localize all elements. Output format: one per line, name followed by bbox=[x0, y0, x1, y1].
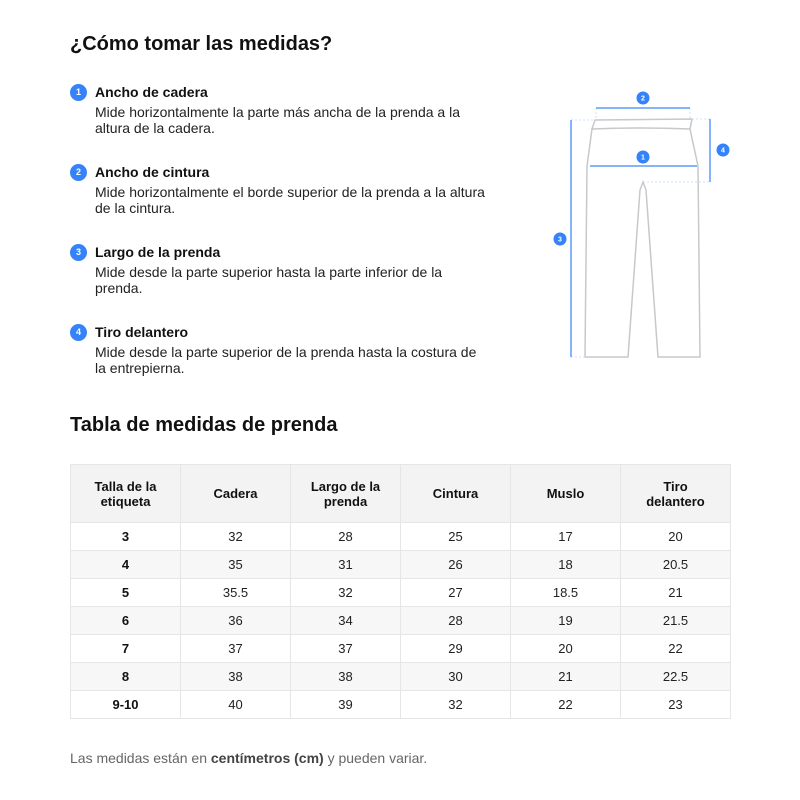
step-number-badge: 1 bbox=[70, 84, 87, 101]
measure-cell: 22.5 bbox=[621, 663, 731, 691]
size-cell: 5 bbox=[71, 579, 181, 607]
step-description: Mide desde la parte superior de la prenda hasta la costura de la entrepierna. bbox=[95, 344, 477, 376]
step-title: Largo de la prenda bbox=[95, 244, 221, 260]
column-header: Cintura bbox=[401, 465, 511, 523]
units-bold: centímetros (cm) bbox=[210, 750, 324, 766]
step-item bbox=[70, 162, 490, 216]
measure-cell: 23 bbox=[621, 691, 731, 719]
pants-diagram bbox=[540, 80, 740, 370]
step-number-badge: 4 bbox=[70, 324, 87, 341]
measure-cell: 37 bbox=[181, 635, 291, 663]
table-title: Tabla de medidas de prenda bbox=[70, 414, 338, 436]
measure-cell: 32 bbox=[401, 691, 511, 719]
column-header: Largo de la prenda bbox=[291, 465, 401, 523]
page-title: ¿Cómo tomar las medidas? bbox=[70, 33, 333, 55]
svg-text:3: 3 bbox=[558, 236, 562, 244]
step-number-badge: 3 bbox=[70, 244, 87, 261]
table-row bbox=[71, 663, 731, 691]
size-table bbox=[70, 464, 731, 719]
step-title: Tiro delantero bbox=[95, 324, 189, 340]
measure-cell: 27 bbox=[401, 579, 511, 607]
measure-cell: 38 bbox=[181, 663, 291, 691]
step-number-badge: 2 bbox=[70, 164, 87, 181]
measure-cell: 34 bbox=[291, 607, 401, 635]
measure-cell: 19 bbox=[511, 607, 621, 635]
measure-cell: 22 bbox=[511, 691, 621, 719]
measure-cell: 29 bbox=[401, 635, 511, 663]
measure-cell: 20 bbox=[621, 523, 731, 551]
measure-cell: 32 bbox=[291, 579, 401, 607]
measure-cell: 36 bbox=[181, 607, 291, 635]
table-row bbox=[71, 691, 731, 719]
column-header: Cadera bbox=[181, 465, 291, 523]
step-item bbox=[70, 82, 490, 136]
size-cell: 4 bbox=[71, 551, 181, 579]
step-description: Mide desde la parte superior hasta la parte inferior de la prenda. bbox=[95, 264, 443, 296]
measure-cell: 30 bbox=[401, 663, 511, 691]
measure-cell: 32 bbox=[181, 523, 291, 551]
measure-cell: 18.5 bbox=[511, 579, 621, 607]
size-cell: 3 bbox=[71, 523, 181, 551]
column-header: Talla de la etiqueta bbox=[71, 465, 181, 523]
measure-cell: 25 bbox=[401, 523, 511, 551]
units-note: Las medidas están en centímetros (cm) y pueden variar. bbox=[70, 750, 428, 766]
measure-cell: 28 bbox=[291, 523, 401, 551]
svg-text:4: 4 bbox=[721, 147, 725, 155]
measure-cell: 31 bbox=[291, 551, 401, 579]
size-cell: 8 bbox=[71, 663, 181, 691]
size-cell: 6 bbox=[71, 607, 181, 635]
table-row bbox=[71, 551, 731, 579]
step-description: Mide horizontalmente el borde superior de la prenda a la altura de la cintura. bbox=[95, 184, 485, 216]
column-header: Tiro delantero bbox=[621, 465, 731, 523]
measure-cell: 20.5 bbox=[621, 551, 731, 579]
table-row bbox=[71, 579, 731, 607]
table-row bbox=[71, 635, 731, 663]
step-description: Mide horizontalmente la parte más ancha de la prenda a la altura de la cadera. bbox=[95, 104, 460, 136]
measure-cell: 20 bbox=[511, 635, 621, 663]
table-row bbox=[71, 523, 731, 551]
step-title: Ancho de cadera bbox=[95, 84, 208, 100]
measure-cell: 39 bbox=[291, 691, 401, 719]
measure-cell: 26 bbox=[401, 551, 511, 579]
measure-cell: 21 bbox=[621, 579, 731, 607]
svg-text:1: 1 bbox=[641, 154, 645, 162]
measure-cell: 35 bbox=[181, 551, 291, 579]
measure-cell: 17 bbox=[511, 523, 621, 551]
size-cell: 7 bbox=[71, 635, 181, 663]
measure-cell: 35.5 bbox=[181, 579, 291, 607]
svg-text:2: 2 bbox=[641, 95, 645, 103]
measure-cell: 21.5 bbox=[621, 607, 731, 635]
measure-cell: 18 bbox=[511, 551, 621, 579]
step-title: Ancho de cintura bbox=[95, 164, 210, 180]
measure-cell: 28 bbox=[401, 607, 511, 635]
measure-cell: 22 bbox=[621, 635, 731, 663]
table-row bbox=[71, 607, 731, 635]
measure-cell: 21 bbox=[511, 663, 621, 691]
measure-cell: 37 bbox=[291, 635, 401, 663]
size-cell: 9-10 bbox=[71, 691, 181, 719]
table-header-row bbox=[71, 465, 731, 523]
column-header: Muslo bbox=[511, 465, 621, 523]
measure-cell: 40 bbox=[181, 691, 291, 719]
step-item bbox=[70, 322, 490, 376]
measure-cell: 38 bbox=[291, 663, 401, 691]
step-item bbox=[70, 242, 490, 296]
